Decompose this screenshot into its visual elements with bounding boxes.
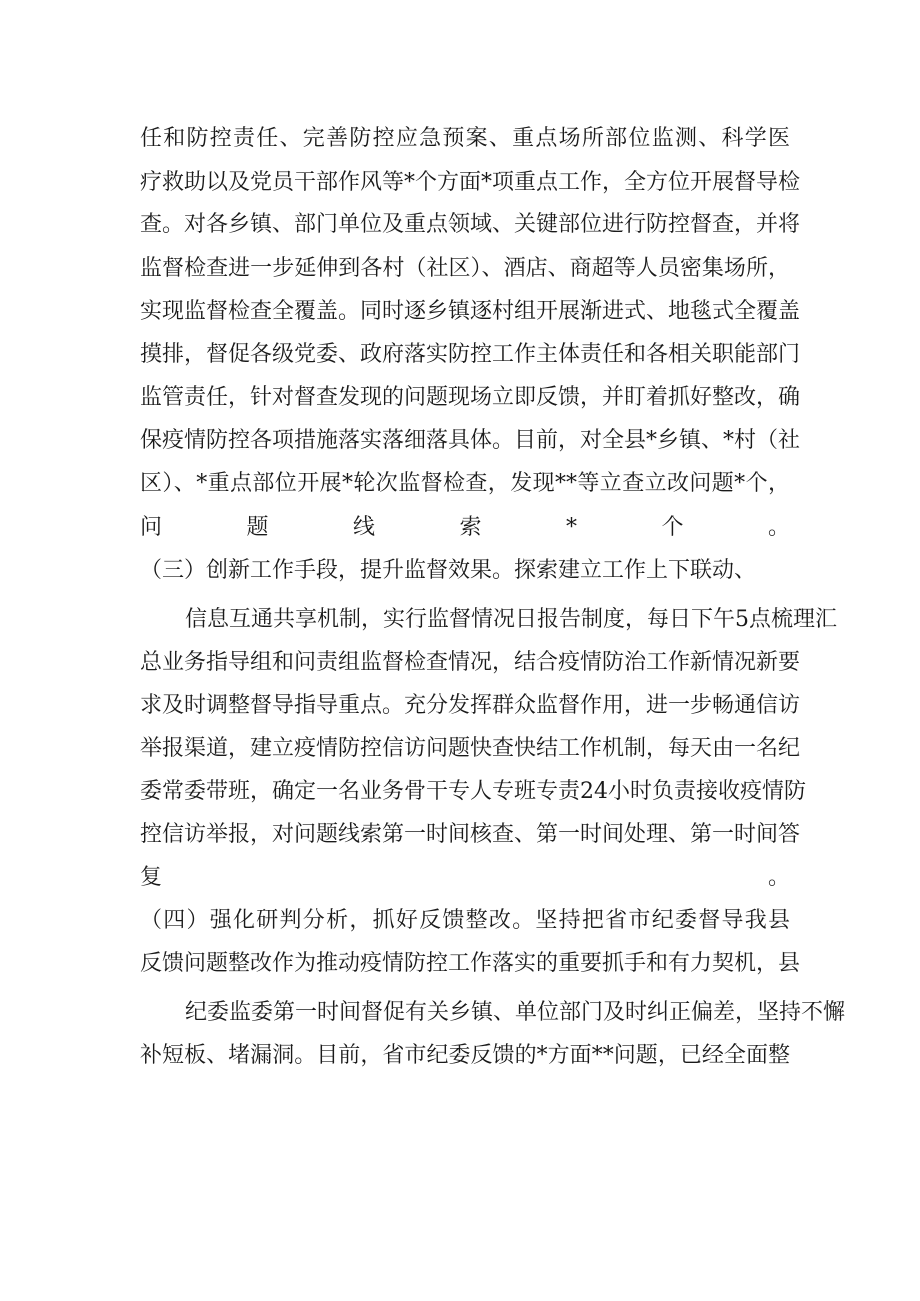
text-line: 摸排，督促各级党委、政府落实防控工作主体责任和各相关职能部门 <box>140 342 801 367</box>
text-line: 总业务指导组和问责组监督检查情况，结合疫情防治工作新情况新要 <box>140 650 801 675</box>
text-line: 举报渠道，建立疫情防控信访问题快查快结工作机制，每天由一名纪 <box>140 736 801 761</box>
text-line: 问题线索*个。 <box>140 515 790 540</box>
text-line: 补短板、堵漏洞。目前，省市纪委反馈的*方面**问题，已经全面整 <box>140 1043 790 1068</box>
text-line: 控信访举报，对问题线索第一时间核查、第一时间处理、第一时间答 <box>140 822 801 847</box>
text-line: 实现监督检查全覆盖。同时逐乡镇逐村组开展渐进式、地毯式全覆盖 <box>140 299 801 324</box>
text-line: 疗救助以及党员干部作风等*个方面*项重点工作，全方位开展督导检 <box>140 170 801 195</box>
text-line: （四）强化研判分析，抓好反馈整改。坚持把省市纪委督导我县 <box>140 908 790 933</box>
text-line: （三）创新工作手段，提升监督效果。探索建立工作上下联动、 <box>140 558 757 583</box>
paragraph-heading-3: 信息互通共享机制，实行监督情况日报告制度，每日下午5点梳理汇 <box>185 607 837 632</box>
text-line: 查。对各乡镇、部门单位及重点领域、关键部位进行防控督查，并将 <box>140 212 801 237</box>
paragraph-heading-4: 纪委监委第一时间督促有关乡镇、单位部门及时纠正偏差，坚持不懈 <box>185 1000 846 1025</box>
text-line: 委常委带班，确定一名业务骨干专人专班专责24小时负责接收疫情防 <box>140 779 806 804</box>
text-line: 任和防控责任、完善防控应急预案、重点场所部位监测、科学医 <box>140 126 790 151</box>
text-line: 保疫情防控各项措施落实落细落具体。目前，对全县*乡镇、*村（社 <box>140 428 801 453</box>
text-line: 监督检查进一步延伸到各村（社区）、酒店、商超等人员密集场所， <box>140 256 790 281</box>
text-line: 复。 <box>140 865 790 890</box>
text-line: 监管责任，针对督查发现的问题现场立即反馈，并盯着抓好整改，确 <box>140 385 801 410</box>
text-line: 反馈问题整改作为推动疫情防控工作落实的重要抓手和有力契机，县 <box>140 951 801 976</box>
text-line: 区）、*重点部位开展*轮次监督检查，发现**等立查立改问题*个， <box>140 471 790 496</box>
text-line: 求及时调整督导指导重点。充分发挥群众监督作用，进一步畅通信访 <box>140 693 801 718</box>
